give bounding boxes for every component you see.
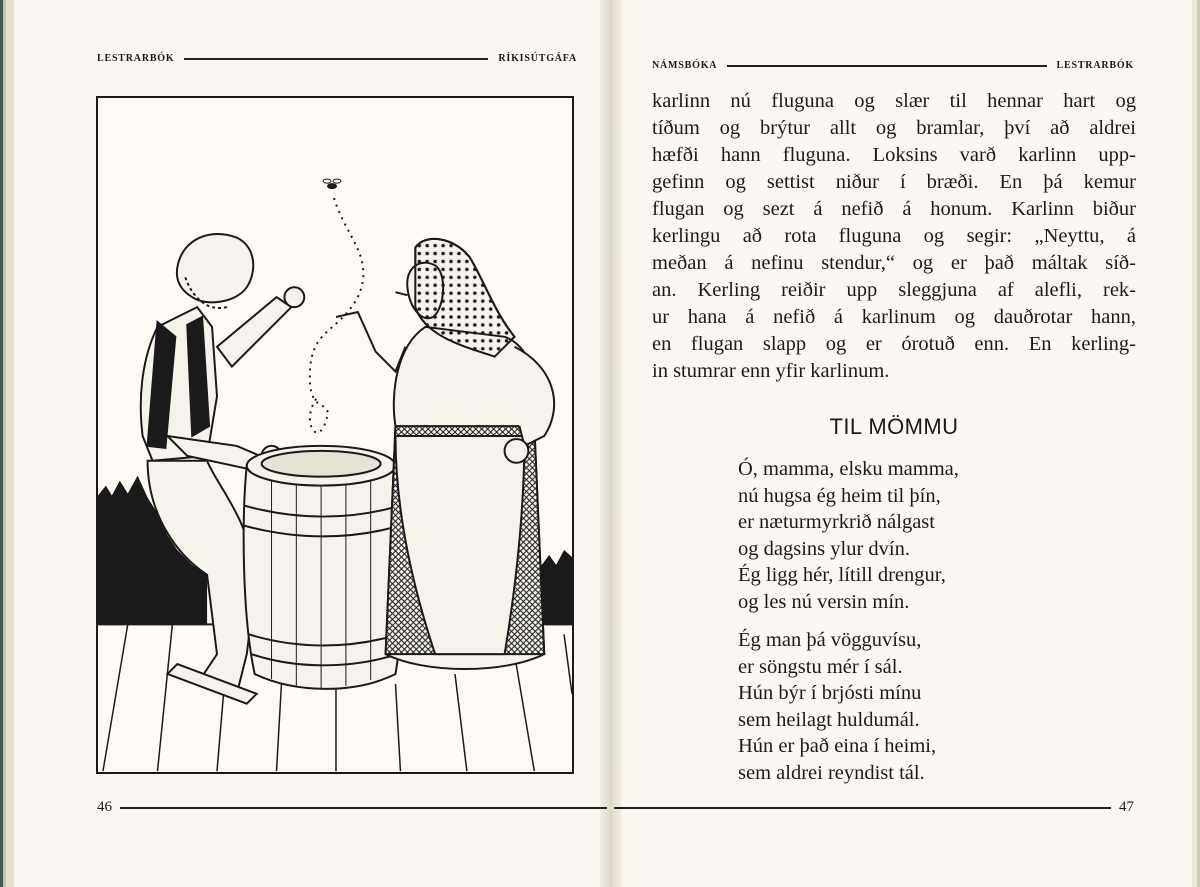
illustration-old-couple-barrel bbox=[96, 96, 574, 774]
poem-stanza-2 bbox=[738, 627, 1118, 786]
book-spine bbox=[600, 0, 622, 887]
poem-verse: og les nú versin mín. bbox=[738, 590, 910, 613]
running-head-rule bbox=[727, 65, 1046, 67]
poem-title: TIL MÖMMU bbox=[829, 414, 959, 439]
right-page-number: 47 bbox=[1119, 799, 1134, 815]
page-edge-right bbox=[1192, 0, 1200, 887]
poem-verse: sem heilagt huldumál. bbox=[738, 708, 920, 731]
left-running-head-publisher: RÍKISÚTGÁFA bbox=[498, 53, 577, 64]
page-edge-left bbox=[0, 0, 14, 887]
footer-rule bbox=[614, 807, 1111, 809]
prose-line: ur hana á nefið á karlinum og dauðrotar hann, bbox=[652, 306, 1136, 328]
poem-verse: nú hugsa ég heim til þín, bbox=[738, 484, 941, 507]
illustration-svg bbox=[98, 98, 572, 772]
story-text bbox=[652, 88, 1136, 385]
poem-verse: Ó, mamma, elsku mamma, bbox=[738, 458, 959, 480]
right-running-head bbox=[652, 60, 1134, 71]
prose-line: flugan og sezt á nefið á honum. Karlinn biður bbox=[652, 198, 1136, 220]
left-page-footer bbox=[97, 799, 607, 816]
left-running-head-title: LESTRARBÓK bbox=[97, 53, 175, 64]
prose-line: meðan á nefinu stendur,“ og er það máltak síð- bbox=[652, 252, 1136, 274]
left-page-number: 46 bbox=[97, 799, 112, 815]
prose-line: karlinn nú fluguna og slær til hennar hart og bbox=[652, 90, 1136, 112]
prose-line: tíðum og brýtur allt og bramlar, því að aldrei bbox=[652, 117, 1136, 139]
poem-stanza-1 bbox=[738, 456, 1118, 615]
prose-line: gefinn og settist niður í bræði. En þá kemur bbox=[652, 171, 1136, 193]
right-running-head-book: LESTRARBÓK bbox=[1056, 60, 1134, 71]
prose-line: en flugan slapp og er órotuð enn. En kerling- bbox=[652, 333, 1136, 355]
prose-line: hæfði hann fluguna. Loksins varð karlinn upp- bbox=[652, 144, 1136, 166]
poem-verse: Hún er það eina í heimi, bbox=[738, 735, 937, 757]
footer-rule bbox=[120, 807, 607, 809]
poem-verse: er næturmyrkrið nálgast bbox=[738, 511, 935, 533]
prose-line: an. Kerling reiðir upp sleggjuna af alefli, rek- bbox=[652, 279, 1136, 301]
prose-line: in stumrar enn yfir karlinum. bbox=[652, 360, 890, 382]
poem-verse: Hún býr í brjósti mínu bbox=[738, 682, 922, 704]
poem-verse: sem aldrei reyndist tál. bbox=[738, 761, 925, 784]
fly-icon bbox=[323, 179, 341, 189]
poem-verse: Ég ligg hér, lítill drengur, bbox=[738, 564, 946, 586]
poem-verse: er söngstu mér í sál. bbox=[738, 655, 903, 678]
poem-verse: og dagsins ylur dvín. bbox=[738, 537, 910, 560]
left-running-head bbox=[97, 53, 577, 64]
prose-line: kerlingu að rota fluguna og segir: „Neyttu, á bbox=[652, 225, 1136, 247]
right-page-footer bbox=[614, 799, 1134, 816]
running-head-rule bbox=[184, 58, 488, 60]
right-running-head-title: NÁMSBÓKA bbox=[652, 60, 718, 71]
poem-verse: Ég man þá vögguvísu, bbox=[738, 629, 922, 651]
